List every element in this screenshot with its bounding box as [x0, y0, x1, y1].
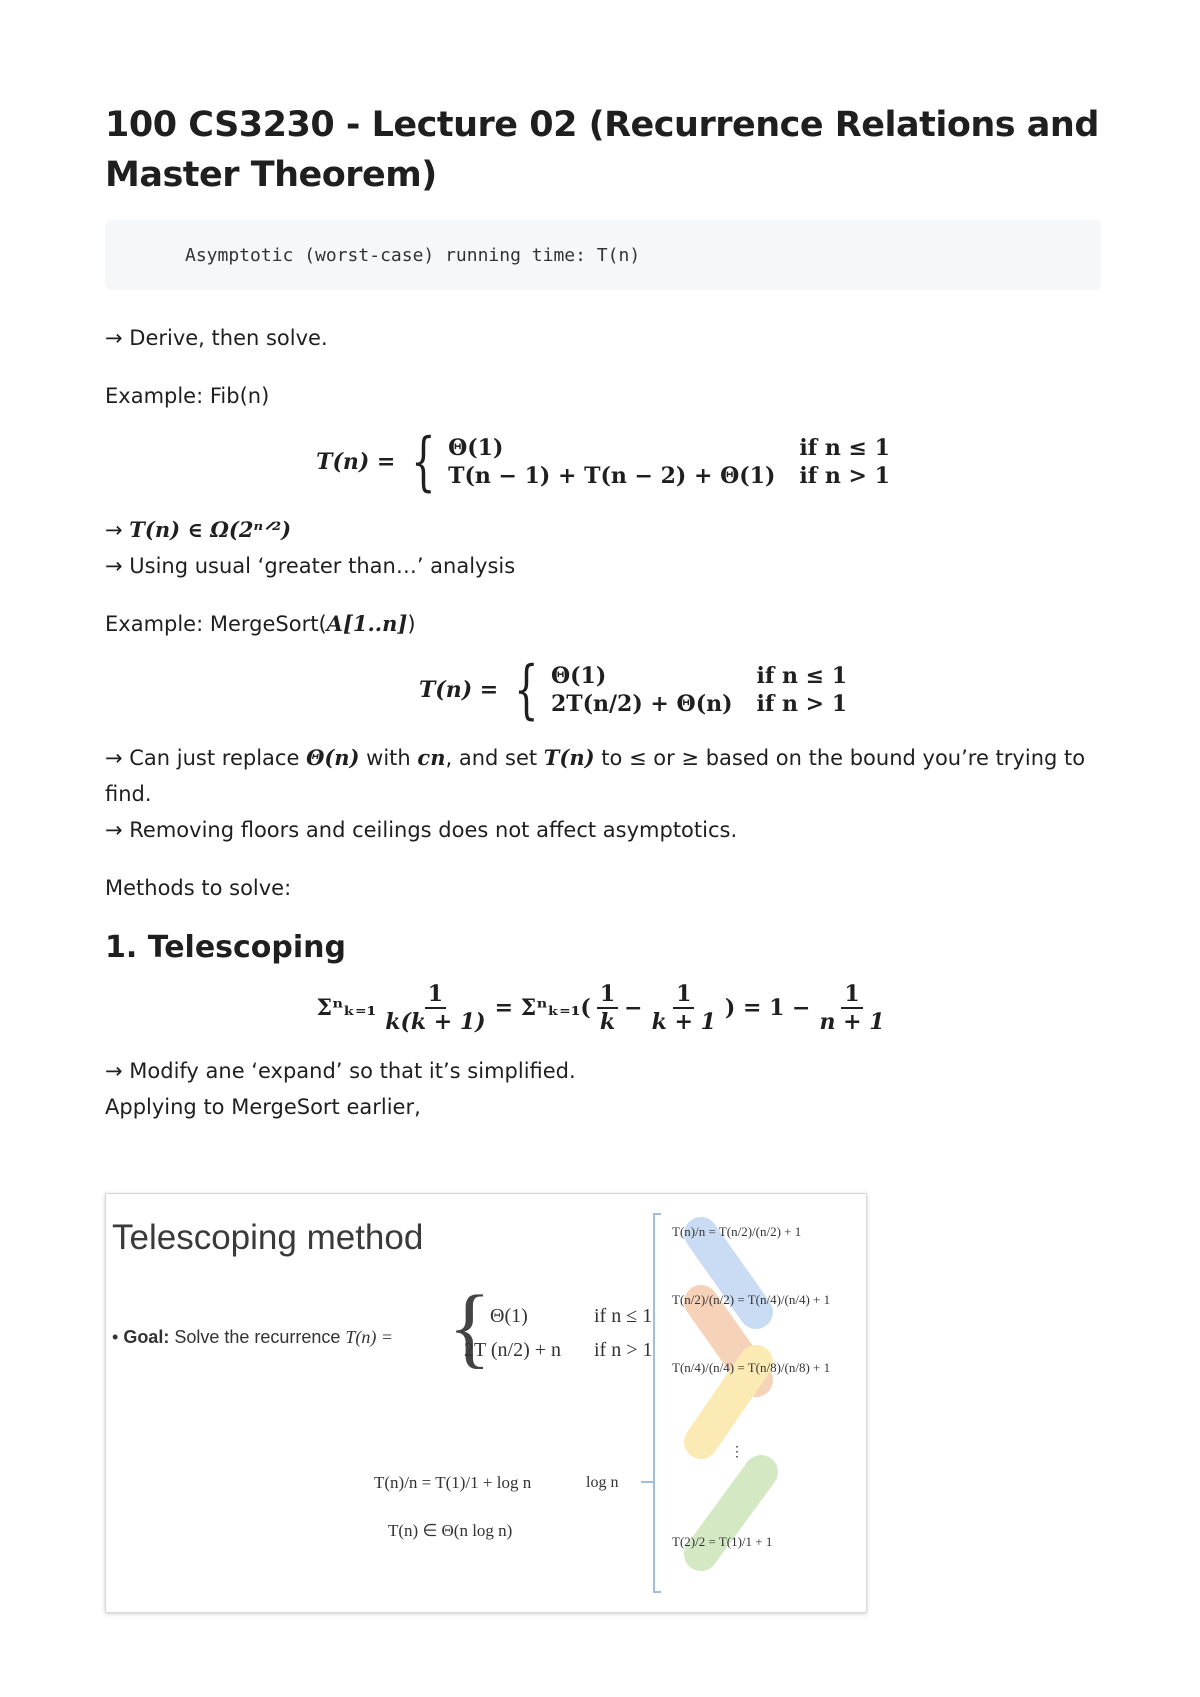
- merge-case2-expr: 2T(n/2) + Θ(n): [550, 691, 733, 717]
- fib-case1-cond: if n ≤ 1: [799, 435, 890, 461]
- fib-case2-cond: if n > 1: [799, 463, 890, 489]
- replace-line: → Can just replace Θ(n) with cn, and set T(n) to ≤ or ≥ based on the bound you’re trying to find.: [105, 745, 1086, 806]
- fib-case1-expr: Θ(1): [448, 435, 504, 461]
- merge-recurrence: [165, 653, 1101, 727]
- fib-lhs: T(n) =: [316, 449, 396, 475]
- merge-case1-cond: if n ≤ 1: [756, 663, 848, 689]
- fib-example-label: Example: Fib(n): [105, 384, 270, 408]
- step-1: T(n)/n = T(n/2)/(n/2) + 1: [672, 1224, 802, 1239]
- left-brace-icon: {: [514, 653, 539, 727]
- merge-example-label: Example: MergeSort(A[1..n]): [105, 611, 416, 636]
- slide-log-label: log n: [586, 1474, 619, 1491]
- step-ellipsis: ⋮: [730, 1445, 744, 1460]
- fib-analysis-line: → Using usual ‘greater than…’ analysis: [105, 554, 516, 578]
- code-line: Asymptotic (worst-case) running time: T(n): [185, 244, 641, 266]
- step-last: T(2)/2 = T(1)/1 + 1: [672, 1534, 773, 1549]
- slide-result: T(n) ∈ Θ(n log n): [388, 1521, 513, 1540]
- merge-case2-cond: if n > 1: [756, 691, 848, 717]
- derive-line: → Derive, then solve.: [105, 326, 328, 350]
- slide-case1-cond: if n ≤ 1: [594, 1305, 653, 1327]
- slide-brace-icon: {: [448, 1278, 492, 1377]
- slide-case2-expr: 2T (n/2) + n: [464, 1339, 562, 1361]
- step-3: T(n/4)/(n/4) = T(n/8)/(n/8) + 1: [672, 1360, 831, 1375]
- fib-result-line: → T(n) ∈ Ω(2ⁿᐟ²): [105, 517, 292, 542]
- telescoping-slide-image: [105, 1193, 867, 1613]
- slide-drawing: [106, 1194, 866, 1612]
- step-2: T(n/2)/(n/2) = T(n/4)/(n/4) + 1: [672, 1292, 831, 1307]
- left-brace-icon: {: [411, 425, 436, 499]
- slide-case1-expr: Θ(1): [490, 1305, 528, 1327]
- document-page: [105, 100, 1101, 1125]
- applying-line: Applying to MergeSort earlier,: [105, 1095, 421, 1119]
- merge-array-math: A[1..n]: [326, 611, 408, 636]
- fib-case2-expr: T(n − 1) + T(n − 2) + Θ(1): [448, 463, 776, 489]
- merge-lhs: T(n) =: [418, 677, 499, 703]
- merge-case1-expr: Θ(1): [550, 663, 607, 689]
- slide-title: Telescoping method: [112, 1218, 424, 1257]
- bracket-icon: [654, 1214, 661, 1592]
- modify-line: → Modify ane ‘expand’ so that it’s simplified.: [105, 1059, 576, 1083]
- slide-goal-bullet: • Goal: Solve the recurrence T(n) =: [112, 1327, 394, 1347]
- fib-recurrence: [105, 425, 1101, 499]
- fib-result-math: T(n) ∈ Ω(2ⁿᐟ²): [129, 517, 292, 542]
- slide-case2-cond: if n > 1: [594, 1339, 653, 1361]
- telescoping-equation: Σⁿₖ₌₁ $\frac{1}{k(k + 1)}$ = Σⁿₖ₌₁( $\frac{1}{k}$ − $\frac{1}{k + 1}$ ) = 1 − $\frac{1}{n + 1}$: [316, 981, 885, 1035]
- page-title: 100 CS3230 - Lecture 02 (Recurrence Relations and Master Theorem): [105, 105, 1099, 195]
- methods-label: Methods to solve:: [105, 876, 292, 900]
- floors-line: → Removing floors and ceilings does not affect asymptotics.: [105, 818, 738, 842]
- code-block: [105, 220, 1101, 290]
- section-heading-telescoping: 1. Telescoping: [105, 930, 347, 965]
- slide-sum-line: T(n)/n = T(1)/1 + log n: [374, 1473, 532, 1492]
